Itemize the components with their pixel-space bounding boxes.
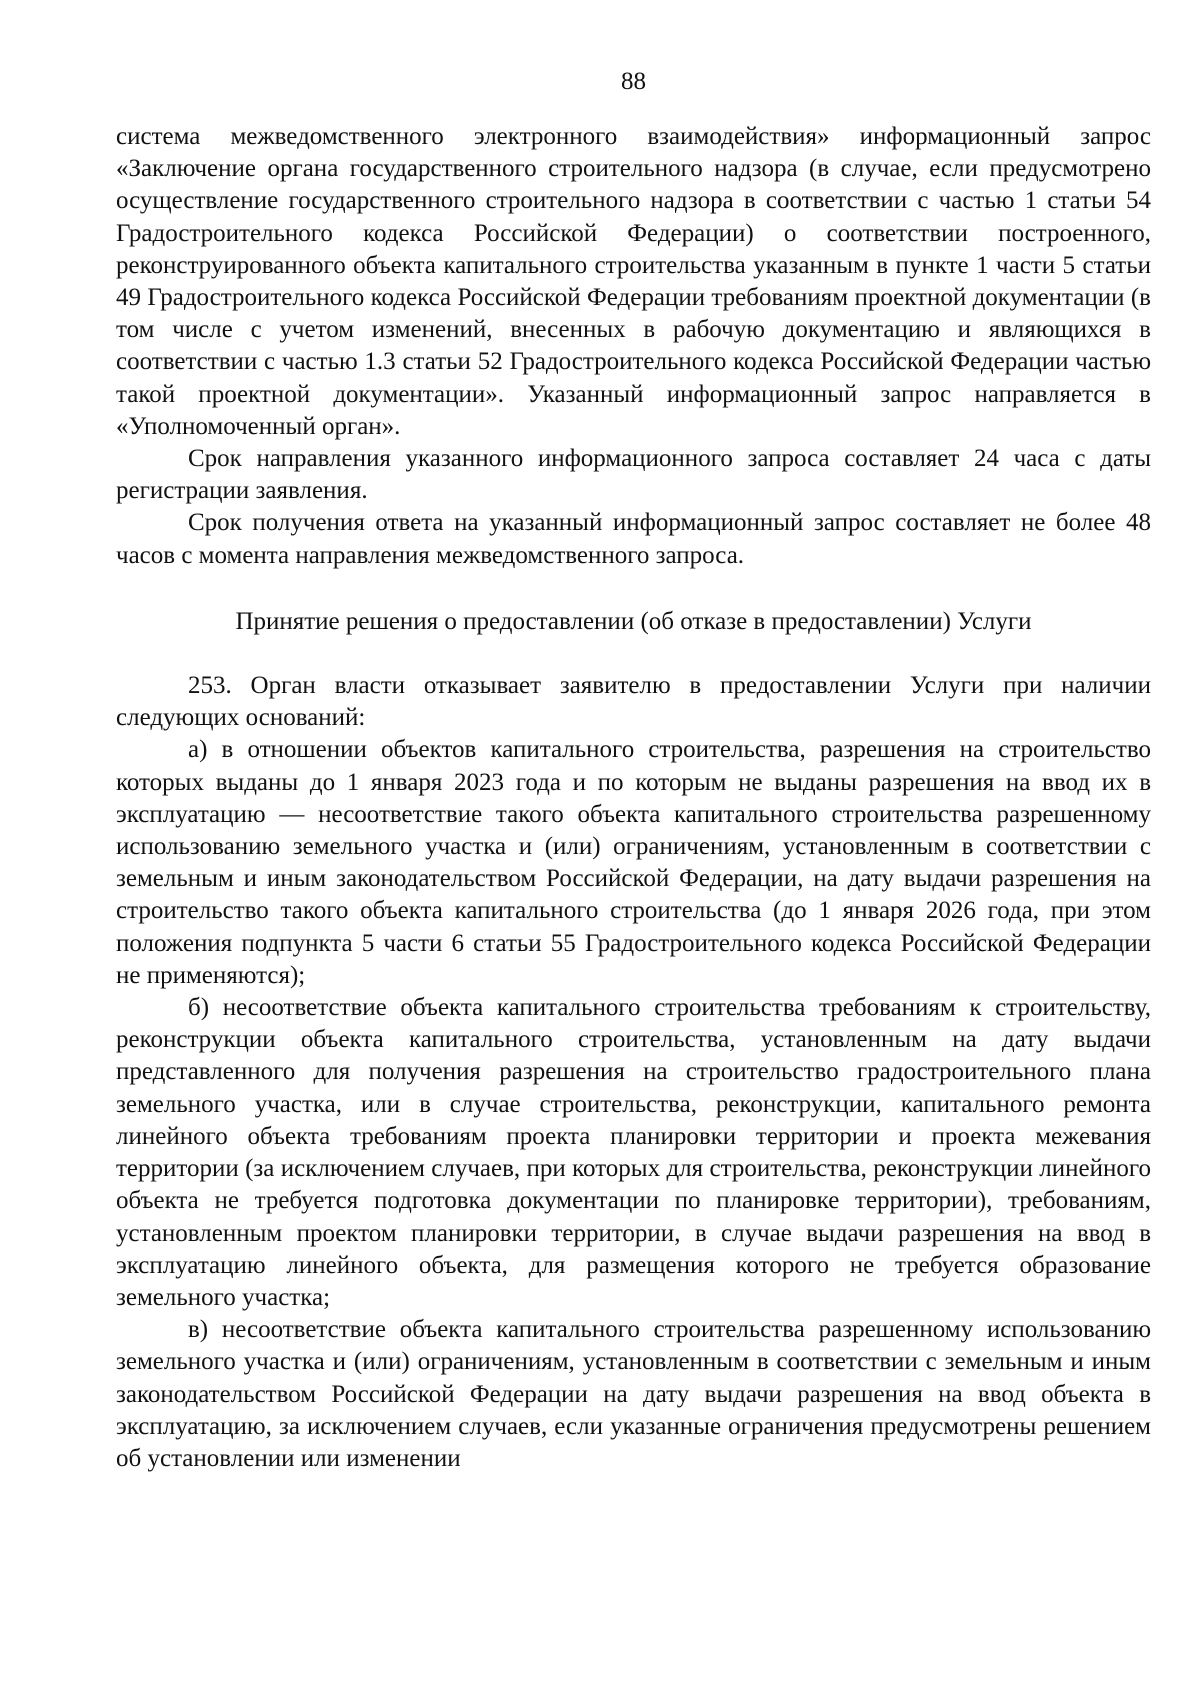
paragraph-clause-253: 253. Орган власти отказывает заявителю в предоставлении Услуги при наличии следующих оснований: — [116, 672, 1151, 732]
paragraph-subclause-v: в) несоответствие объекта капитального строительства разрешенному использованию земельного участка и (или) ограничениям, установленным в соответствии с земельным и иным законодательством Российской Федерации на дату выдачи разрешения на ввод объекта в эксплуатацию, за исключением случаев, если указанные ограничения предусмотрены решением об установлении или изменении — [116, 1316, 1151, 1472]
section-heading: Принятие решения о предоставлении (об отказе в предоставлении) Услуги — [235, 607, 1032, 635]
paragraph-interagency-request: система межведомственного электронного взаимодействия» информационный запрос «Заключение органа государственного строительного надзора (в случае, если предусмотрено осуществление государственного строительного надзора в соответствии с частью 1 статьи 54 Градостроительного кодекса Российской Федерации) о соответствии построенного, реконструированного объекта капитального строительства указанным в пункте 1 части 5 статьи 49 Градостроительного кодекса Российской Федерации требованиям проектной документации (в том числе с учетом изменений, внесенных в рабочую документацию и являющихся в соответствии с частью 1.3 статьи 52 Градостроительного кодекса Российской Федерации частью такой проектной документации». Указанный информационный запрос направляется в «Уполномоченный орган». — [116, 123, 1151, 440]
paragraph-subclause-b: б) несоответствие объекта капитального строительства требованиям к строительству, реконструкции объекта капитального строительства, установленным на дату выдачи представленного для получения разрешения на строительство градостроительного плана земельного участка, или в случае строительства, реконструкции, капитального ремонта линейного объекта требованиям проекта планировки территории и проекта межевания территории (за исключением случаев, при которых для строительства, реконструкции линейного объекта не требуется подготовка документации по планировке территории), требованиям, установленным проектом планировки территории, в случае выдачи разрешения на ввод в эксплуатацию линейного объекта, для размещения которого не требуется образование земельного участка; — [116, 994, 1151, 1311]
paragraph-subclause-a: а) в отношении объектов капитального строительства, разрешения на строительство которых выданы до 1 января 2023 года и по которым не выданы разрешения на ввод их в эксплуатацию — несоответствие такого объекта капитального строительства разрешенному использованию земельного участка и (или) ограничениям, установленным в соответствии с земельным и иным законодательством Российской Федерации, на дату выдачи разрешения на строительство такого объекта капитального строительства (до 1 января 2026 года, при этом положения подпункта 5 части 6 статьи 55 Градостроительного кодекса Российской Федерации не применяются); — [116, 736, 1151, 989]
paragraph-response-deadline: Срок получения ответа на указанный информационный запрос составляет не более 48 часов с момента направления межведомственного запроса. — [116, 509, 1151, 569]
paragraph-request-deadline: Срок направления указанного информационного запроса составляет 24 часа с даты регистрации заявления. — [116, 445, 1151, 505]
document-page — [116, 66, 1151, 1475]
page-number: 88 — [621, 68, 646, 95]
